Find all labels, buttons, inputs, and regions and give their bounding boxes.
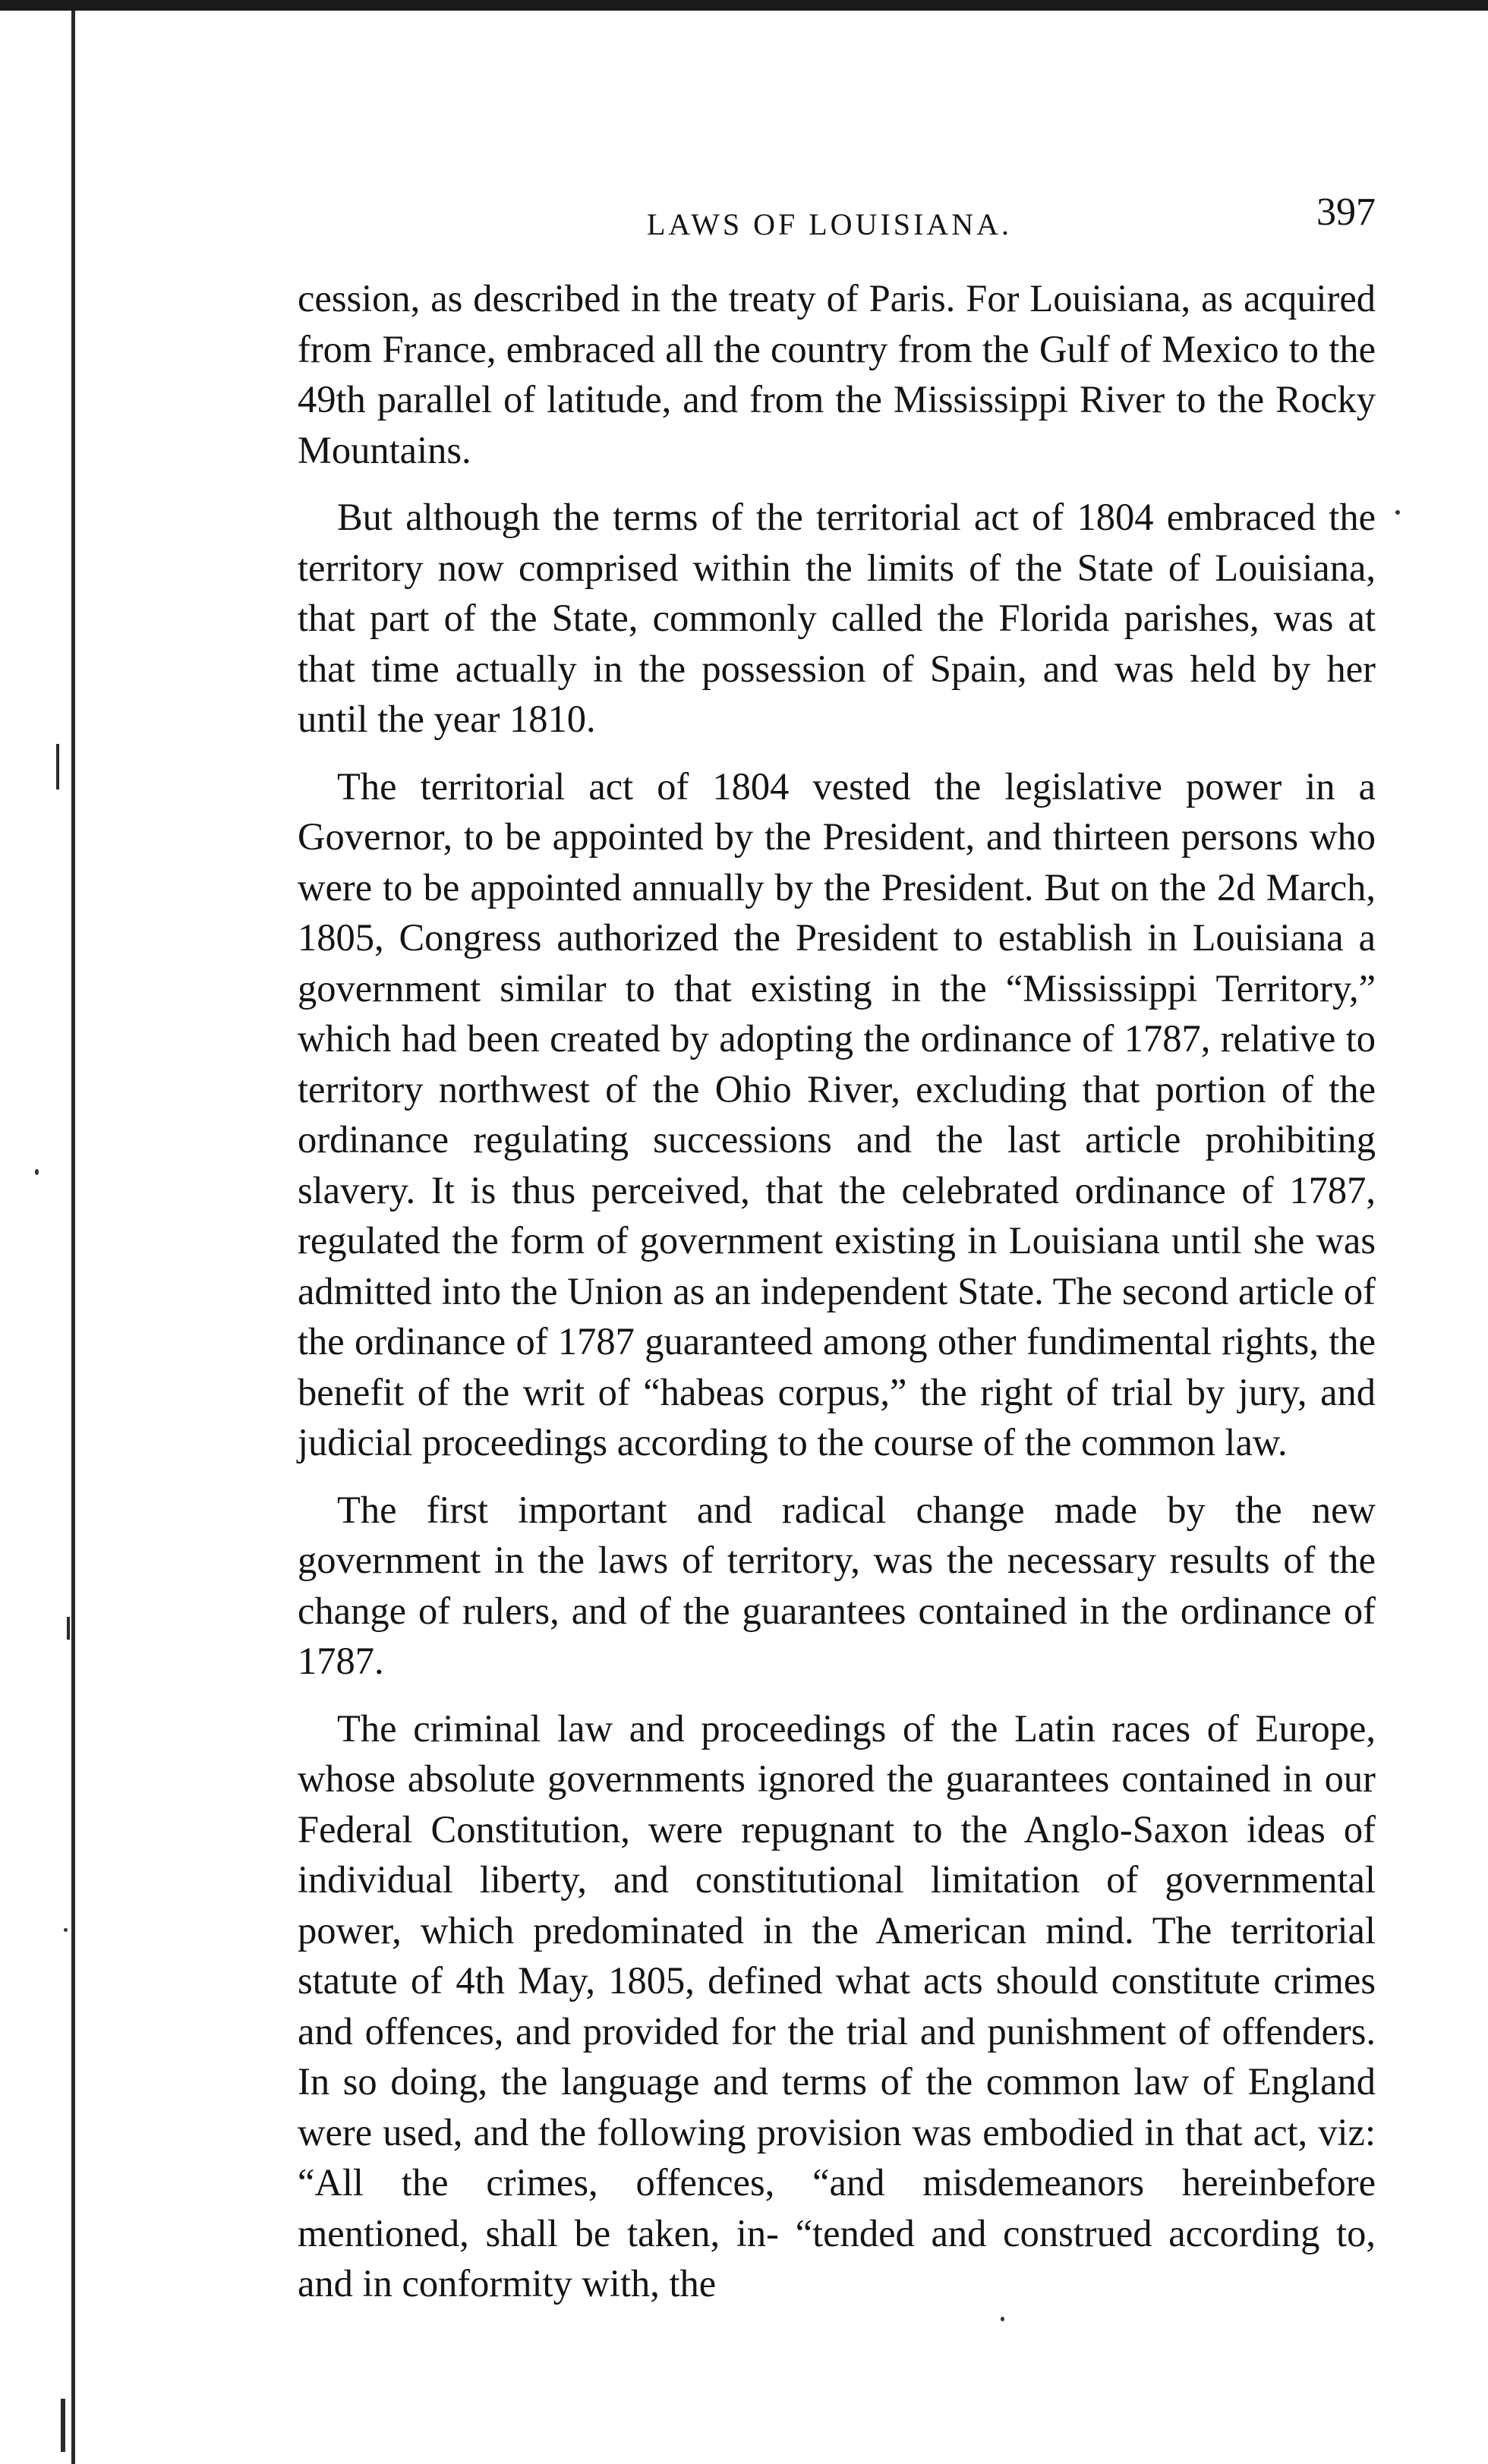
- page-header: [298, 190, 1376, 258]
- paragraph-territorial-act-1804: But although the terms of the territorial act of 1804 embraced the territory now comprised within the limits of the State of Louisiana, that part of the State, commonly called the Florida parishes, was at that time actually in the possession of Spain, and was held by her until the year 1810.: [298, 496, 1376, 740]
- ink-speck: [1395, 510, 1400, 515]
- page-top-edge: [0, 0, 1488, 11]
- page-number: 397: [1316, 191, 1376, 234]
- body-text: [298, 273, 1376, 2326]
- ink-speck: [1001, 2317, 1004, 2321]
- paragraph-cession: cession, as described in the treaty of Paris. For Louisiana, as acquired from France, embraced all the country from the Gulf of Mexico to the 49th parallel of latitude, and from the Mississippi River to the Rocky Mountains.: [298, 277, 1376, 471]
- binding-edge: [71, 11, 75, 2464]
- running-title: LAWS OF LOUISIANA.: [647, 207, 1013, 241]
- paragraph-legislative-power: The territorial act of 1804 vested the legislative power in a Governor, to be appointed by the President, and thirteen persons who were to be appointed annually by the President. But on the 2d March, 1805, Congress authorized the President to establish in Louisiana a government similar to that existing in the “Mississippi Territory,” which had been created by adopting the ordinance of 1787, relative to territory northwest of the Ohio River, excluding that portion of the ordinance regulating successions and the last article prohibiting slavery. It is thus perceived, that the celebrated ordinance of 1787, regulated the form of government existing in Louisiana until she was admitted into the Union as an independent State. The second article of the ordinance of 1787 guaranteed among other fundimental rights, the benefit of the writ of “habeas corpus,” the right of trial by jury, and judicial proceedings according to the course of the common law.: [298, 764, 1376, 1464]
- binding-speck: [61, 2399, 65, 2452]
- ink-speck: [35, 1169, 39, 1175]
- paragraph-criminal-law: The criminal law and proceedings of the Latin races of Europe, whose absolute governments ignored the guarantees contained in our Federal Constitution, were repugnant to the Anglo-Saxon ideas of individual liberty, and constitutional limitation of governmental power, which predominated in the American mind. The territorial statute of 4th May, 1805, defined what acts should constitute crimes and offences, and provided for the trial and punishment of offenders. In so doing, the language and terms of the common law of England were used, and the following provision was embodied in that act, viz: “All the crimes, offences, “and misdemeanors hereinbefore mentioned, shall be taken, in- “tended and construed according to, and in conformity with, the: [298, 1706, 1376, 2305]
- paragraph-radical-change: The first important and radical change made by the new government in the laws of territory, was the necessary results of the change of rulers, and of the guarantees contained in the ordinance of 1787.: [298, 1488, 1376, 1682]
- binding-speck: [56, 744, 59, 789]
- binding-speck: [67, 1617, 70, 1640]
- ink-speck: [64, 1928, 68, 1932]
